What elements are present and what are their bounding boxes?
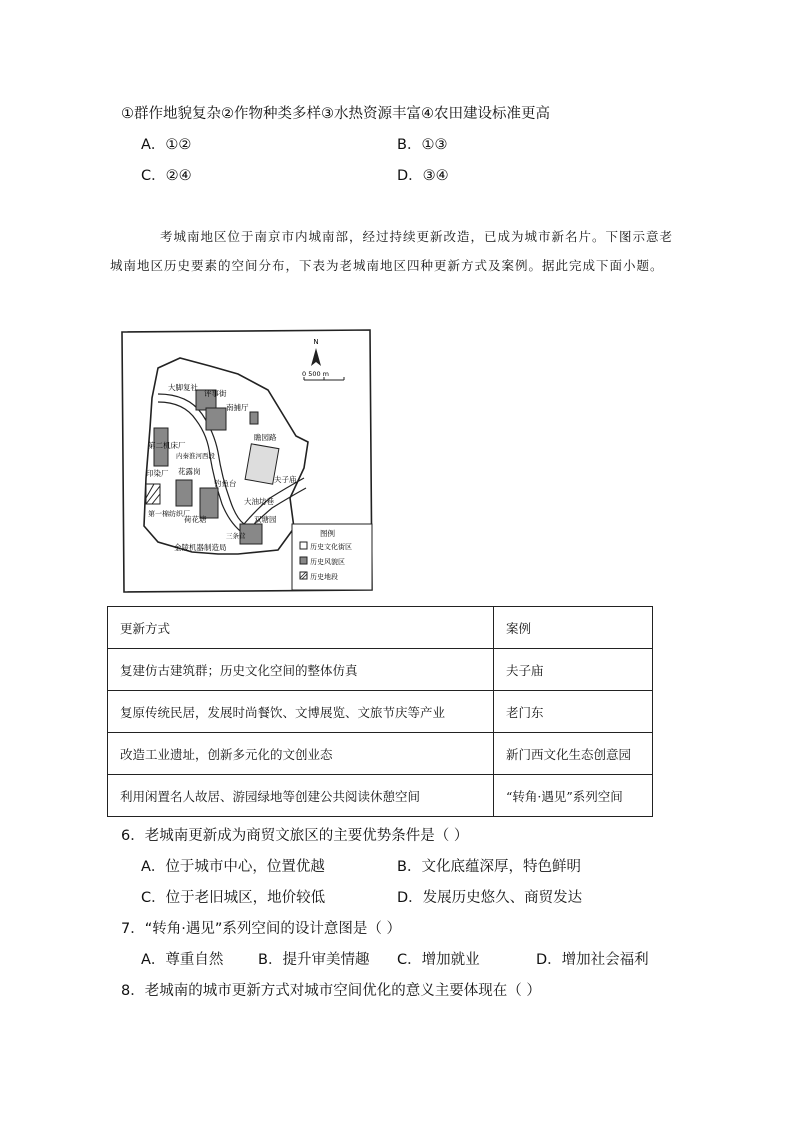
map-label: 金陵机器制造局 <box>174 543 227 552</box>
legend-item: 历史风貌区 <box>310 558 345 566</box>
block-nanbuting <box>206 408 226 430</box>
legend-item: 历史文化街区 <box>310 543 352 551</box>
map-north-label: N <box>313 338 319 346</box>
q6-option-a[interactable]: A．位于城市中心，位置优越 <box>141 859 325 875</box>
table-row <box>108 649 653 691</box>
question-6-stem: 6．老城南更新成为商贸文旅区的主要优势条件是（ ） <box>121 828 469 844</box>
block-diaoyutai <box>200 488 218 518</box>
map-label: 花露岗 <box>178 467 201 476</box>
map-label: 第二机床厂 <box>148 441 186 450</box>
q7-option-a[interactable]: A．尊重自然 <box>141 952 224 968</box>
cell-case: “转角·遇见”系列空间 <box>494 775 653 817</box>
cell-method: 利用闲置名人故居、游园绿地等创建公共阅读休憩空间 <box>108 775 494 817</box>
prev-option-d[interactable]: D．③④ <box>397 168 449 184</box>
table-row <box>108 775 653 817</box>
table-row <box>108 691 653 733</box>
historic-map <box>118 328 380 594</box>
header-method: 更新方式 <box>108 607 494 649</box>
map-label: 钓鱼台 <box>214 479 237 488</box>
map-label: 双塘园 <box>254 515 277 524</box>
map-label: 南捕厅 <box>226 403 249 412</box>
prev-option-c[interactable]: C．②④ <box>141 168 192 184</box>
map-label: 第一棉纺织厂 <box>148 510 190 518</box>
question-7-stem: 7．“转角·遇见”系列空间的设计意图是（ ） <box>121 921 401 937</box>
cell-case: 夫子庙 <box>494 649 653 691</box>
q7-option-b[interactable]: B．提升审美情趣 <box>258 952 370 968</box>
map-label: 内秦淮河西段 <box>176 452 215 460</box>
update-methods-table <box>107 606 653 817</box>
q7-option-d[interactable]: D．增加社会福利 <box>536 952 649 968</box>
prev-option-a[interactable]: A．①② <box>141 137 192 153</box>
q7-option-c[interactable]: C．增加就业 <box>397 952 480 968</box>
intro-paragraph: 考城南地区位于南京市内城南部，经过持续更新改造，已成为城市新名片。下图示意老城南地区历史要素的空间分布，下表为老城南地区四种更新方式及案例。据此完成下面小题。 <box>110 229 674 273</box>
cell-method: 复原传统民居，发展时尚餐饮、文博展览、文旅节庆等产业 <box>108 691 494 733</box>
q6-option-d[interactable]: D．发展历史悠久、商贸发达 <box>397 890 583 906</box>
cell-case: 老门东 <box>494 691 653 733</box>
prev-option-b[interactable]: B．①③ <box>397 137 448 153</box>
map-label: 夫子庙 <box>274 475 297 484</box>
q6-option-b[interactable]: B．文化底蕴深厚，特色鲜明 <box>397 859 581 875</box>
map-label: 三条营 <box>226 532 246 540</box>
map-label: 印染厂 <box>146 469 169 478</box>
cell-case: 新门西文化生态创意园 <box>494 733 653 775</box>
cell-method: 改造工业遗址，创新多元化的文创业态 <box>108 733 494 775</box>
question-8-stem: 8．老城南的城市更新方式对城市空间优化的意义主要体现在（ ） <box>121 983 541 999</box>
map-label: 评事街 <box>204 389 227 398</box>
header-case: 案例 <box>494 607 653 649</box>
map-scale-label: 0 500 m <box>302 370 330 378</box>
cell-method: 复建仿古建筑群；历史文化空间的整体仿真 <box>108 649 494 691</box>
map-legend <box>292 524 372 590</box>
legend-title: 图例 <box>320 529 335 538</box>
prev-question-statements: ①群作地貌复杂②作物种类多样③水热资源丰富④农田建设标准更高 <box>121 106 550 122</box>
map-label: 荷花塘 <box>184 515 207 524</box>
table-header-row <box>108 607 653 649</box>
block-hualugang <box>176 480 192 506</box>
map-label: 瞻园路 <box>254 433 277 442</box>
legend-item: 历史地段 <box>310 573 338 581</box>
map-label: 大脚复社 <box>168 383 198 392</box>
table-row <box>108 733 653 775</box>
map-label: 大油坊巷 <box>244 497 274 506</box>
block-zhanyuan <box>250 412 258 424</box>
q6-option-c[interactable]: C．位于老旧城区，地价较低 <box>141 890 326 906</box>
